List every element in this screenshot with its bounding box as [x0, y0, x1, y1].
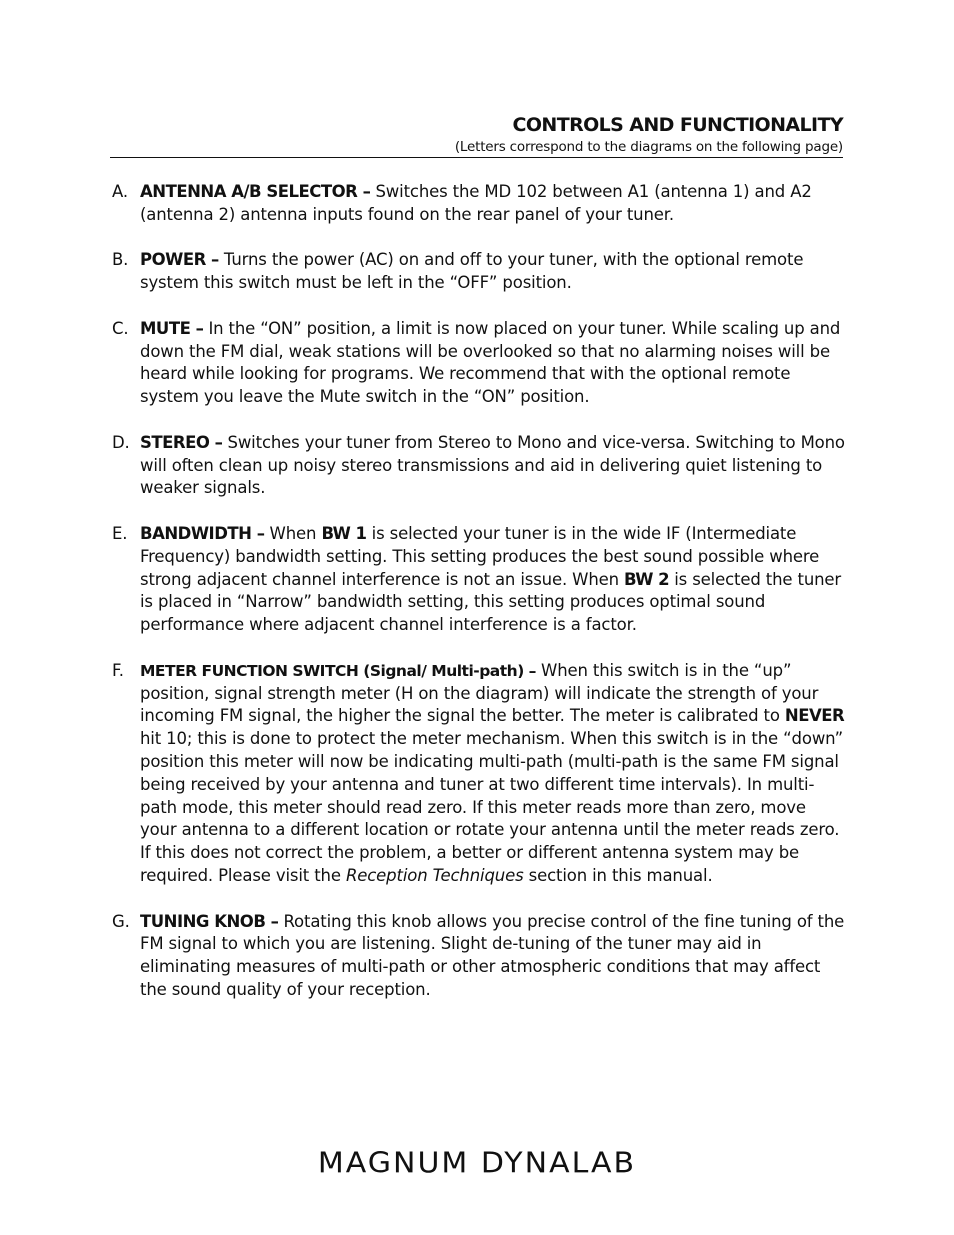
list-item-mute — [112, 318, 847, 409]
list-item-power — [112, 249, 847, 295]
item-text: Turns the power (AC) on and off to your tuner, with the optional remote system this switch must be left in the “OFF” position. — [140, 250, 804, 293]
item-letter: F. — [112, 660, 124, 680]
item-term: BANDWIDTH – — [140, 523, 265, 543]
controls-list — [112, 181, 847, 1024]
item-text: When this switch is in the “up” position, signal strength meter (H on the diagram) will indicate the strength of your incoming FM signal, the higher the signal the better. The meter is calibrated to — [140, 660, 819, 726]
list-item-antenna-selector — [112, 181, 847, 227]
item-text: hit 10; this is done to protect the meter mechanism. When this switch is in the “down” position this meter will now be indicating multi-path (multi-path is the same FM signal being received by your antenna and tuner at two different time intervals). In multi-path mode, this meter should read zero. If this meter reads more than zero, move your antenna to a different location or rotate your antenna until the meter reads zero. If this does not correct the problem, a better or different antenna system may be required. Please visit the — [140, 729, 843, 885]
item-text: is selected your tuner is in the wide IF (Intermediate Frequency) bandwidth setting. This setting produces the best sound possible where strong adjacent channel interference is not an issue. When — [140, 523, 820, 589]
item-text: section in this manual. — [523, 865, 713, 885]
item-term: METER FUNCTION SWITCH (Signal/ Multi-path) – — [140, 661, 536, 680]
page-title: CONTROLS AND FUNCTIONALITY — [512, 114, 843, 136]
item-italic: Reception Techniques — [345, 865, 524, 885]
item-letter: B. — [112, 250, 129, 270]
item-letter: A. — [112, 182, 128, 201]
item-text: is selected the tuner is placed in “Narrow” bandwidth setting, this setting produces optimal sound performance where adjacent channel interference is a factor. — [140, 569, 842, 635]
item-text: When — [264, 523, 322, 543]
item-letter: D. — [112, 432, 130, 452]
item-text: Switches your tuner from Stereo to Mono and vice-versa. Switching to Mono will often clean up noisy stereo transmissions and aid in delivering quiet listening to weaker signals. — [140, 432, 845, 498]
item-emphasis: BW 1 — [321, 523, 367, 543]
item-emphasis: NEVER — [784, 706, 845, 726]
list-item-meter-function-switch — [112, 660, 847, 888]
section-header — [110, 112, 843, 156]
item-letter: E. — [112, 523, 128, 543]
item-emphasis: BW 2 — [624, 569, 670, 589]
item-term: MUTE – — [140, 318, 204, 338]
item-term: POWER – — [140, 250, 219, 270]
list-item-tuning-knob — [112, 911, 847, 1002]
page-subtitle: (Letters correspond to the diagrams on the following page) — [454, 139, 843, 155]
header-divider — [110, 157, 843, 158]
brand-logo: MAGNUM DYNALAB — [317, 1146, 637, 1181]
list-item-bandwidth — [112, 523, 847, 637]
item-text: Switches the MD 102 between A1 (antenna 1) and A2 (antenna 2) antenna inputs found on the rear panel of your tuner. — [140, 182, 812, 224]
item-term: STEREO – — [140, 432, 223, 452]
item-text: In the “ON” position, a limit is now placed on your tuner. While scaling up and down the FM dial, weak stations will be overlooked so that no alarming noises will be heard while looking for programs. We recommend that with the optional remote system you leave the Mute switch in the “ON” position. — [140, 318, 841, 407]
item-term: TUNING KNOB – — [140, 911, 279, 931]
item-term: ANTENNA A/B SELECTOR – — [140, 182, 371, 201]
item-letter: C. — [112, 318, 129, 338]
list-item-stereo — [112, 432, 847, 500]
item-letter: G. — [112, 911, 130, 931]
item-text: Rotating this knob allows you precise control of the fine tuning of the FM signal to which you are listening. Slight de-tuning of the tuner may aid in eliminating measures of multi-path or other atmospheric conditions that may affect the sound quality of your reception. — [140, 911, 845, 999]
